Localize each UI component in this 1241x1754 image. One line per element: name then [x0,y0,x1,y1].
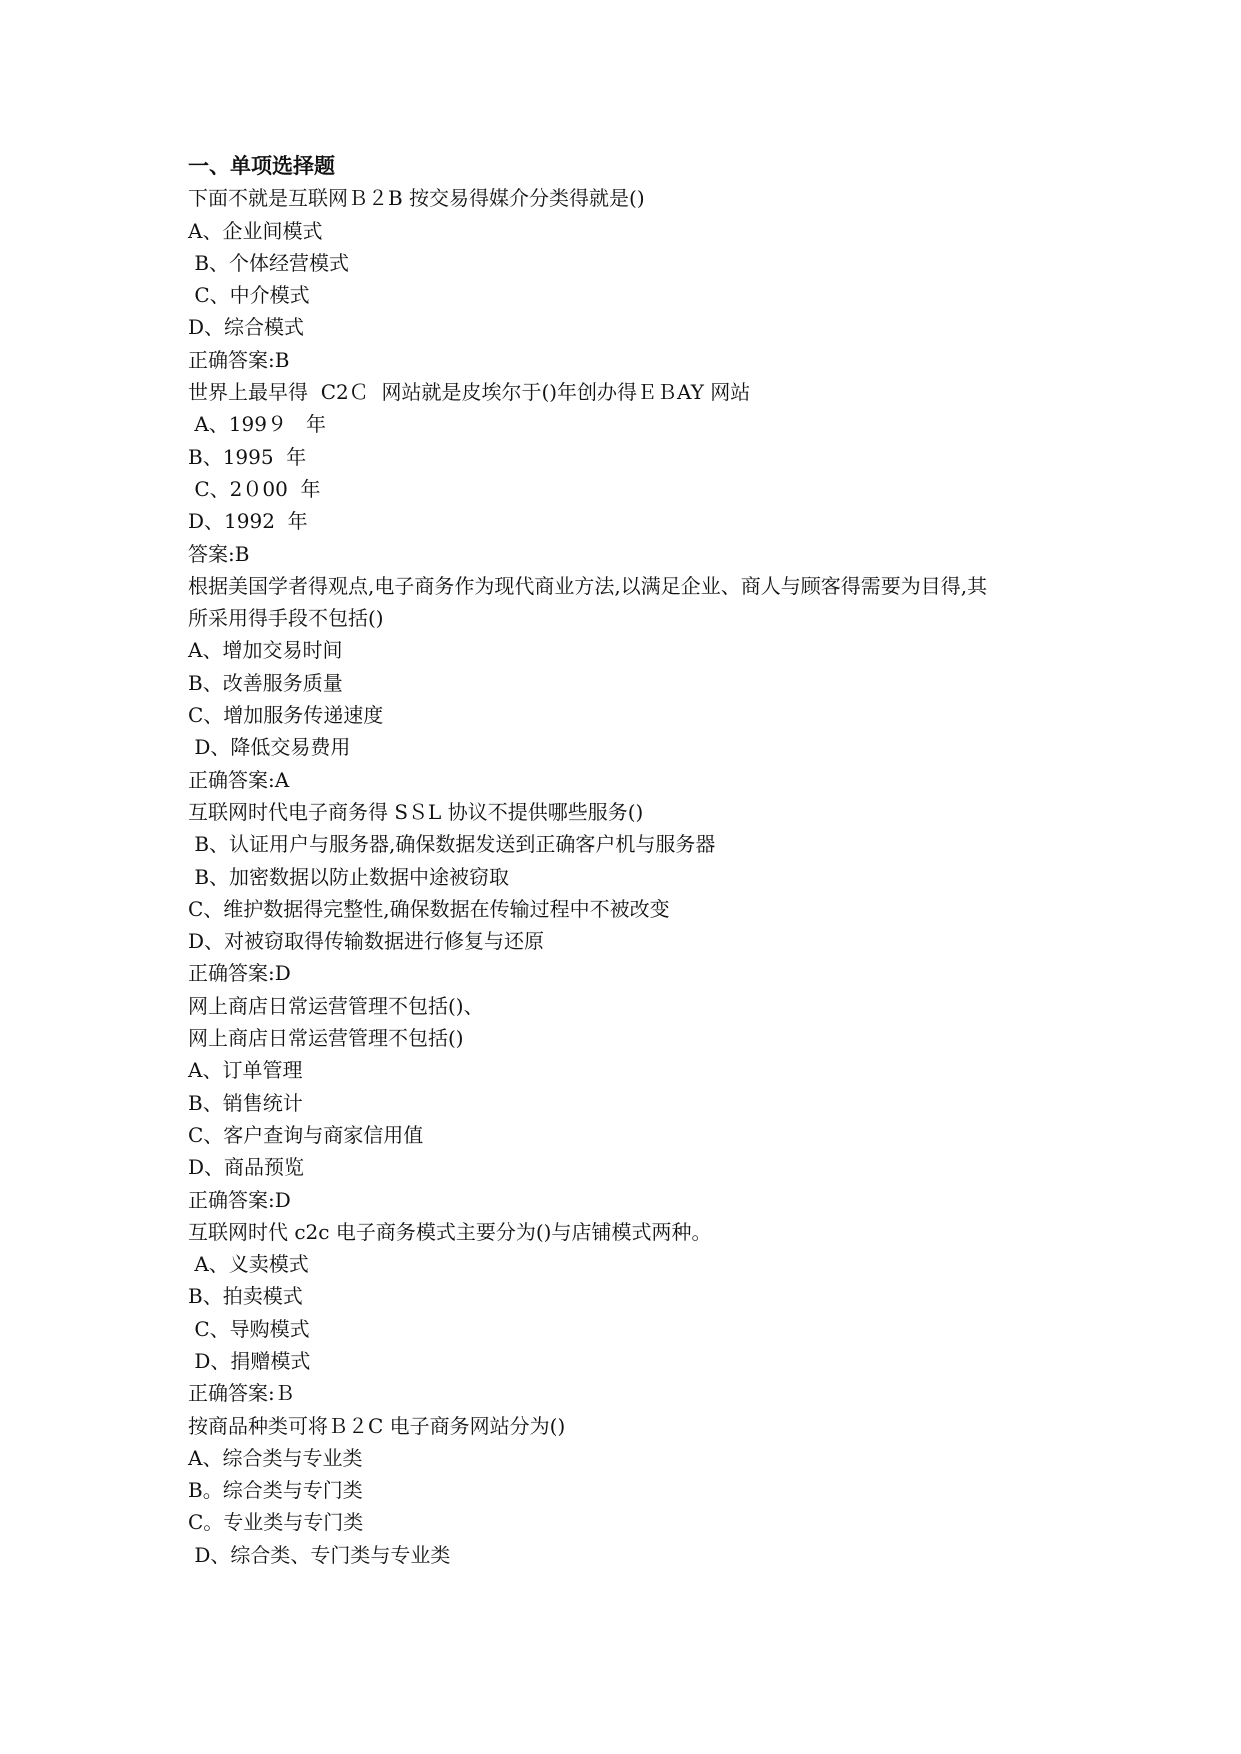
text-line: A、综合类与专业类 [188,1445,363,1470]
text-line: B、1995 年 [188,444,307,469]
text-line: B、个体经营模式 [188,250,350,275]
text-line: C。专业类与专门类 [188,1510,364,1535]
text-line: 按商品种类可将Ｂ２C 电子商务网站分为() [188,1413,566,1438]
text-line: C、增加服务传递速度 [188,703,384,728]
text-line: D、综合模式 [188,315,305,340]
text-line: C、2０00 年 [188,476,321,501]
text-line: 下面不就是互联网Ｂ２B 按交易得媒介分类得就是() [188,186,645,211]
text-line: D、商品预览 [188,1155,305,1180]
text-line: B、认证用户与服务器,确保数据发送到正确客户机与服务器 [188,832,716,857]
text-line: D、捐赠模式 [188,1348,311,1373]
document-page [188,150,1068,1571]
text-line: C、维护数据得完整性,确保数据在传输过程中不被改变 [188,896,670,921]
text-line: D、综合类、专门类与专业类 [188,1542,451,1567]
text-line: B、改善服务质量 [188,670,343,695]
text-line: C、导购模式 [188,1316,310,1341]
text-line: B。综合类与专门类 [188,1478,363,1503]
text-line: 根据美国学者得观点,电子商务作为现代商业方法,以满足企业、商人与顾客得需要为目得,其 [188,573,988,598]
text-line: 正确答案:Ｂ [188,1381,295,1406]
text-line: A、增加交易时间 [188,638,343,663]
text-line: A、义卖模式 [188,1252,309,1277]
text-line: D、对被窃取得传输数据进行修复与还原 [188,929,545,954]
text-line: 网上商店日常运营管理不包括() [188,1026,464,1051]
text-line: 所采用得手段不包括() [188,606,384,631]
text-line: B、加密数据以防止数据中途被窃取 [188,864,510,889]
section-title: 一、单项选择题 [188,154,335,178]
text-line: D、1992 年 [188,509,308,534]
text-line: A、订单管理 [188,1058,303,1083]
text-line: A、199９ 年 [188,412,327,437]
text-line: B、拍卖模式 [188,1284,303,1309]
text-line: 答案:B [188,541,250,566]
text-line: D、降低交易费用 [188,735,351,760]
text-line: C、客户查询与商家信用值 [188,1122,424,1147]
text-line: 世界上最早得 C2Ｃ 网站就是皮埃尔于()年创办得ＥＢAY 网站 [188,380,751,405]
text-line: 正确答案:D [188,961,291,986]
text-line: C、中介模式 [188,283,310,308]
question-list [188,182,1068,1571]
text-line: 网上商店日常运营管理不包括()、 [188,993,484,1018]
text-line: 正确答案:B [188,347,290,372]
text-line: 互联网时代 c2c 电子商务模式主要分为()与店铺模式两种。 [188,1219,712,1244]
text-line: B、销售统计 [188,1090,303,1115]
text-line: 互联网时代电子商务得 SＳL 协议不提供哪些服务() [188,799,644,824]
text-line: A、企业间模式 [188,218,323,243]
text-line: 正确答案:D [188,1187,291,1212]
text-line: 正确答案:A [188,767,290,792]
